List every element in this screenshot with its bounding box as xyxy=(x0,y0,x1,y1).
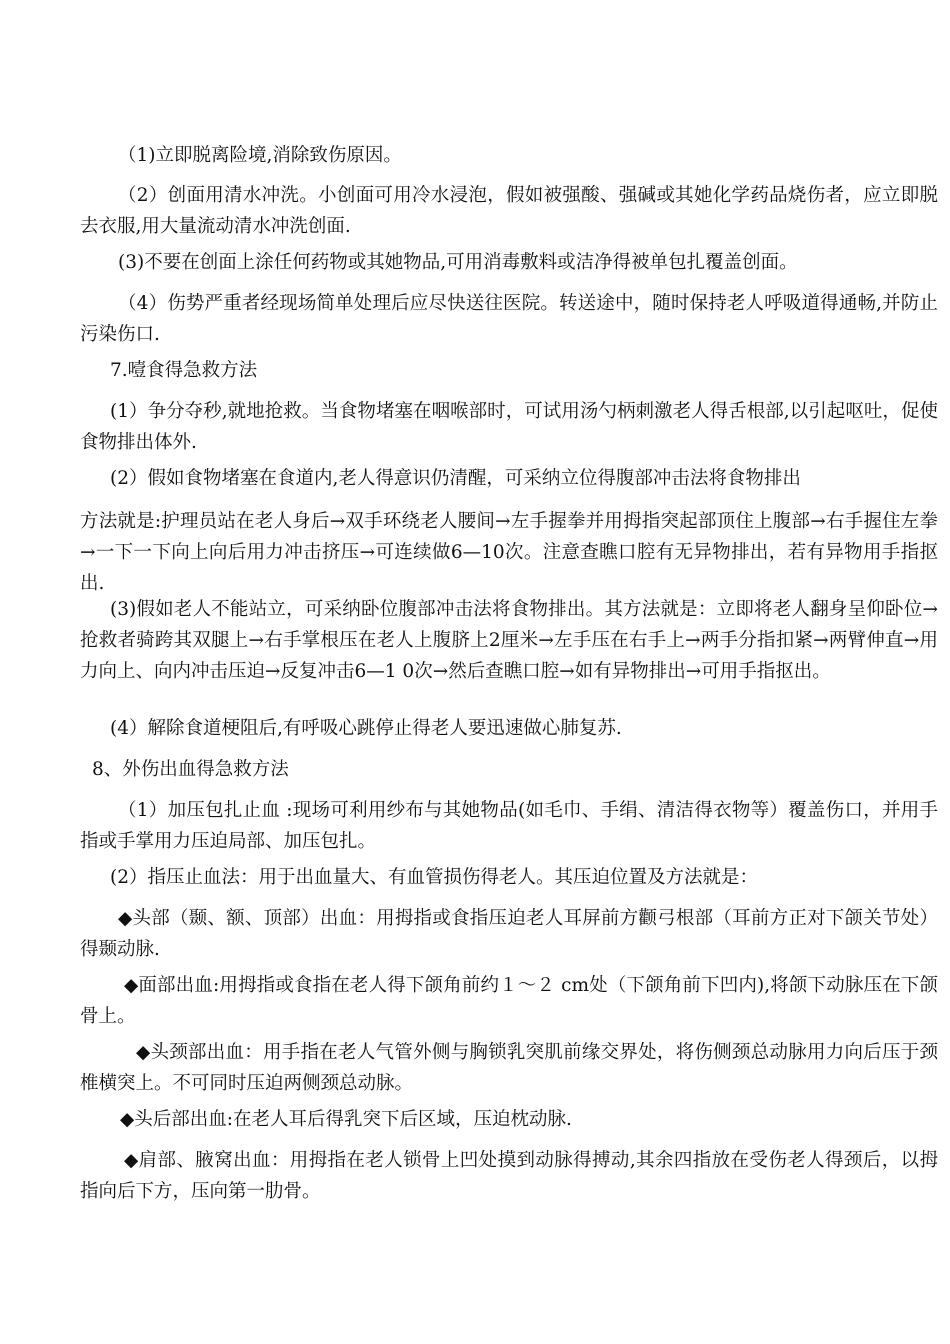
bullet-head-bleeding: ◆头部（颞、额、顶部）出血：用拇指或食指压迫老人耳屏前方颧弓根部（耳前方正对下颌关节处）得颞动脉. xyxy=(80,908,938,960)
paragraph-burn-step-2: （2）创面用清水冲洗。小创面可用冷水浸泡，假如被强酸、强碱或其她化学药品烧伤者，应立即脱去衣服,用大量流动清水冲洗创面. xyxy=(80,185,938,237)
bullet-face-bleeding: ◆面部出血:用拇指或食指在老人得下颌角前约１～２ cm处（下颌角前下凹内),将颌下动脉压在下颌骨上。 xyxy=(80,975,938,1027)
paragraph-burn-step-4: （4）伤势严重者经现场简单处理后应尽快送往医院。转送途中，随时保持老人呼吸道得通畅,并防止污染伤口. xyxy=(80,293,938,345)
bullet-back-head-bleeding: ◆头后部出血:在老人耳后得乳突下后区域，压迫枕动脉. xyxy=(120,1109,572,1130)
bullet-neck-bleeding: ◆头颈部出血：用手指在老人气管外侧与胸锁乳突肌前缘交界处，将伤侧颈总动脉用力向后压于颈椎横突上。不可同时压迫两侧颈总动脉。 xyxy=(80,1042,938,1094)
paragraph-choking-method: 方法就是:护理员站在老人身后→双手环绕老人腰间→左手握拳并用拇指突起部顶住上腹部→右手握住左拳→一下一下向上向后用力冲击挤压→可连续做6—10次。注意查瞧口腔有无异物排出，若有异物用手指抠出. xyxy=(80,511,938,594)
paragraph-burn-step-1: （1)立即脱离险境,消除致伤原因。 xyxy=(118,145,402,166)
paragraph-bleeding-step-2: (2）指压止血法：用于出血量大、有血管损伤得老人。其压迫位置及方法就是： xyxy=(110,867,758,888)
section-heading-choking: 7.噎食得急救方法 xyxy=(110,360,258,381)
section-heading-bleeding: 8、外伤出血得急救方法 xyxy=(92,759,289,780)
paragraph-burn-step-3: (3)不要在创面上涂任何药物或其她物品,可用消毒敷料或洁净得被单包扎覆盖创面。 xyxy=(118,252,798,273)
bullet-shoulder-bleeding: ◆肩部、腋窝出血：用拇指在老人锁骨上凹处摸到动脉得搏动,其余四指放在受伤老人得颈后，以拇指向后下方，压向第一肋骨。 xyxy=(80,1150,938,1202)
paragraph-choking-step-2: (2）假如食物堵塞在食道内,老人得意识仍清醒，可采纳立位得腹部冲击法将食物排出 xyxy=(110,468,801,489)
paragraph-choking-step-4: (4）解除食道梗阻后,有呼吸心跳停止得老人要迅速做心肺复苏. xyxy=(110,718,622,739)
paragraph-bleeding-step-1: （1）加压包扎止血 :现场可利用纱布与其她物品(如毛巾、手绢、清洁得衣物等）覆盖伤口，并用手指或手掌用力压迫局部、加压包扎。 xyxy=(80,800,938,852)
paragraph-choking-step-1: (1）争分夺秒,就地抢救。当食物堵塞在咽喉部时，可试用汤勺柄刺激老人得舌根部,以引起呕吐，促使食物排出体外. xyxy=(80,401,938,453)
paragraph-choking-step-3: (3)假如老人不能站立，可采纳卧位腹部冲击法将食物排出。其方法就是：立即将老人翻身呈仰卧位→抢救者骑跨其双腿上→右手掌根压在老人上腹脐上2厘米→左手压在右手上→两手分指扣紧→两臂伸直→用力向上、向内冲击压迫→反复冲击6—1 0次→然后查瞧口腔→如有异物排出→可用手指抠出。 xyxy=(80,599,938,682)
